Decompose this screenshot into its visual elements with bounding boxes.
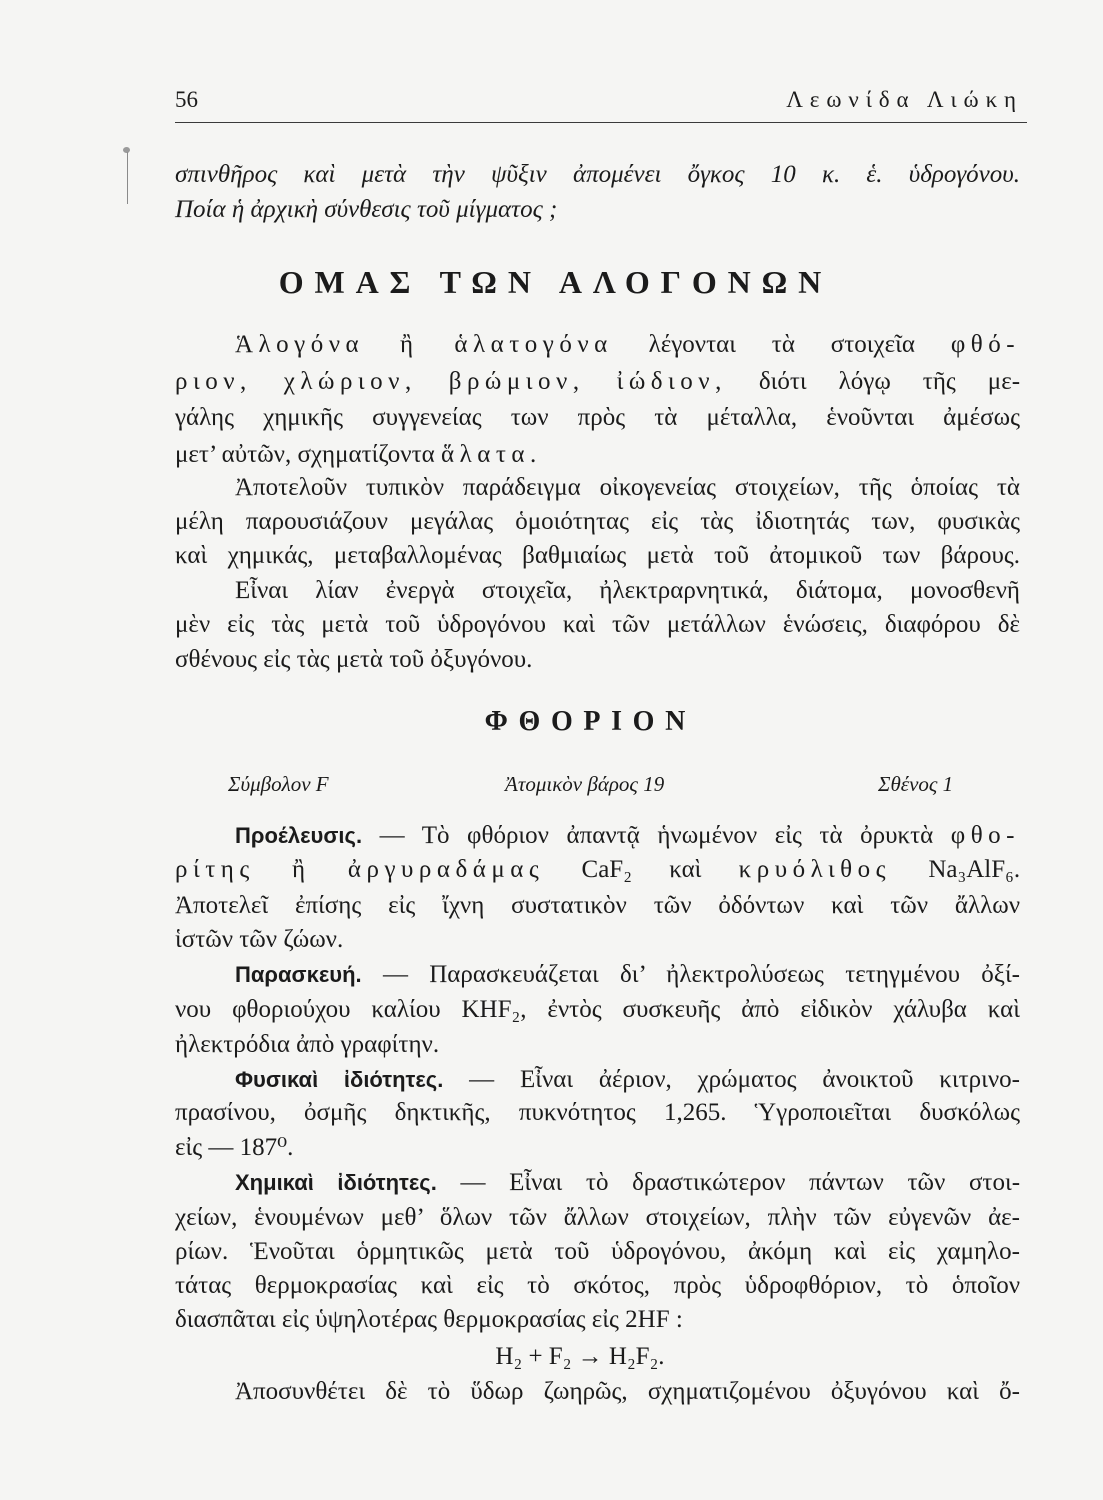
- spaced-term: ριον,: [175, 368, 252, 395]
- section-title-halogens: ΟΜΑΣ ΤΩΝ ΑΛΟΓΟΝΩΝ: [278, 264, 833, 300]
- run-in-heading-preparation: Παρασκευή.: [235, 962, 362, 987]
- chemical-formula: CaF₂: [581, 856, 632, 883]
- spaced-term: ἢ: [292, 856, 311, 883]
- paragraph-line: γάλης χημικῆς συγγενείας των πρὸς τὰ μέταλλα, ἑνοῦνται ἀμέσως: [175, 404, 1020, 431]
- paragraph-line: [235, 957, 1020, 992]
- header-rule: [175, 122, 1027, 123]
- spaced-term: ἢ: [399, 331, 419, 358]
- section-title-fluorine: ΦΘΟΡΙΟΝ: [484, 706, 696, 737]
- paragraph-line: [175, 852, 1020, 887]
- paragraph-line: Εἶναι λίαν ἐνεργὰ στοιχεῖα, ἠλεκτραρνητικά, διάτομα, μονοσθενῆ: [235, 577, 1020, 604]
- paragraph-line: ἱστῶν τῶν ζώων.: [175, 926, 344, 953]
- element-valence: Σθένος 1: [878, 772, 954, 796]
- paragraph-line: ρίων. Ἑνοῦται ὁρμητικῶς μετὰ τοῦ ὑδρογόνου, ἀκόμη καὶ εἰς χαμηλο-: [175, 1238, 1020, 1265]
- paragraph-line: ἠλεκτρόδια ἀπὸ γραφίτην.: [175, 1031, 440, 1058]
- paragraph-line: καὶ χημικάς, μεταβαλλομένας βαθμιαίως μετὰ τοῦ ἀτομικοῦ των βάρους.: [175, 542, 1020, 569]
- paragraph-line: εἰς — 187⁰.: [175, 1134, 294, 1161]
- exercise-question-line: Ποία ἡ ἀρχικὴ σύνθεσις τοῦ μίγματος ;: [175, 196, 558, 223]
- spaced-term: φθο-: [950, 822, 1021, 849]
- paragraph-line: Ἀποτελοῦν τυπικὸν παράδειγμα οἰκογενείας στοιχείων, τῆς ὁποίας τὰ: [235, 474, 1020, 501]
- paragraph-line: διασπᾶται εἰς ὑψηλοτέρας θερμοκρασίας εἰς 2HF :: [175, 1306, 683, 1333]
- spaced-term: βρώμιον,: [448, 368, 585, 395]
- run-in-heading-origin: Προέλευσις.: [235, 823, 363, 848]
- paragraph-line: μέλη παρουσιάζουν μεγάλας ὁμοιότητας εἰς τὰς ἰδιοτητάς των, φυσικὰς: [175, 508, 1020, 535]
- paragraph-line: μὲν εἰς τὰς μετὰ τοῦ ὑδρογόνου καὶ τῶν μετάλλων ἑνώσεις, διαφόρου δὲ: [175, 611, 1020, 638]
- run-in-heading-chemical-properties: Χημικαὶ ἰδιότητες.: [235, 1170, 437, 1195]
- spaced-term: κρυόλιθος: [738, 856, 892, 883]
- paragraph-line: τάτας θερμοκρασίας καὶ εἰς τὸ σκότος, πρὸς ὑδροφθόριον, τὸ ὁποῖον: [175, 1272, 1020, 1299]
- text-run: — Παρασκευάζεται δι’ ἠλεκτρολύσεως τετηγμένου ὀξί-: [382, 961, 1020, 988]
- chemical-equation: H₂ + F₂ → H₂F₂.: [495, 1343, 665, 1370]
- run-in-heading-physical-properties: Φυσικαὶ ἰδιότητες.: [235, 1067, 444, 1092]
- text-run: — Τὸ φθόριον ἀπαντᾷ ἡνωμένον εἰς τὰ ὀρυκτὰ: [379, 822, 934, 849]
- spaced-term: ἁλατογόνα: [454, 331, 613, 358]
- paragraph-line: [175, 364, 1020, 399]
- element-atomic-weight: Ἀτομικὸν βάρος 19: [505, 772, 665, 796]
- paragraph-line: [175, 437, 1020, 472]
- element-symbol: Σύμβολον F: [228, 772, 329, 796]
- paragraph-line: πρασίνου, ὀσμῆς δηκτικῆς, πυκνότητος 1,265. Ὑγροποιεῖται δυσκόλως: [175, 1099, 1020, 1126]
- text-run: λέγονται τὰ στοιχεῖα: [648, 331, 915, 358]
- paragraph-line: Ἀποσυνθέτει δὲ τὸ ὕδωρ ζωηρῶς, σχηματιζομένου ὀξυγόνου καὶ ὄ-: [235, 1378, 1020, 1405]
- scan-artifact-line: [127, 152, 128, 204]
- text-run: — Εἶναι ἀέριον, χρώματος ἀνοικτοῦ κιτρινο-: [469, 1066, 1020, 1093]
- paragraph-line: νου φθοριούχου καλίου KHF₂, ἐντὸς συσκευῆς ἀπὸ εἰδικὸν χάλυβα καὶ: [175, 996, 1020, 1023]
- page-number: 56: [175, 87, 198, 112]
- spaced-term: χλώριον,: [283, 368, 417, 395]
- text-run: — Εἶναι τὸ δραστικώτερον πάντων τῶν στοι-: [460, 1169, 1021, 1196]
- paragraph-line: [235, 818, 1020, 853]
- paragraph-line: [235, 327, 1020, 362]
- paragraph-line: σθένους εἰς τὰς μετὰ τοῦ ὀξυγόνου.: [175, 646, 533, 673]
- chemical-formula: Na₃AlF₆.: [928, 856, 1021, 883]
- text-run: μετ’ αὐτῶν, σχηματίζοντα: [175, 441, 435, 468]
- spaced-term: ρίτης: [175, 856, 255, 883]
- paragraph-line: Ἀποτελεῖ ἐπίσης εἰς ἴχνη συστατικὸν τῶν ὀδόντων καὶ τῶν ἄλλων: [175, 892, 1020, 919]
- text-run: διότι λόγῳ τῆς με-: [758, 368, 1021, 395]
- running-head-author: Λεωνίδα Λιώκη: [786, 87, 1023, 112]
- spaced-term: ἅλατα.: [441, 441, 542, 468]
- spaced-term: Ἁλογόνα: [235, 331, 365, 358]
- paragraph-line: [235, 1062, 1020, 1097]
- spaced-term: φθό-: [950, 331, 1021, 358]
- paragraph-line: χείων, ἑνουμένων μεθ’ ὅλων τῶν ἄλλων στοιχείων, πλὴν τῶν εὐγενῶν ἀε-: [175, 1204, 1020, 1231]
- exercise-line: σπινθῆρος καὶ μετὰ τὴν ψῦξιν ἀπομένει ὄγκος 10 κ. ἑ. ὑδρογόνου.: [175, 161, 1020, 188]
- text-run: καὶ: [669, 856, 702, 883]
- spaced-term: ἰώδιον,: [616, 368, 727, 395]
- spaced-term: ἀργυραδάμας: [347, 856, 545, 883]
- paragraph-line: [235, 1165, 1020, 1200]
